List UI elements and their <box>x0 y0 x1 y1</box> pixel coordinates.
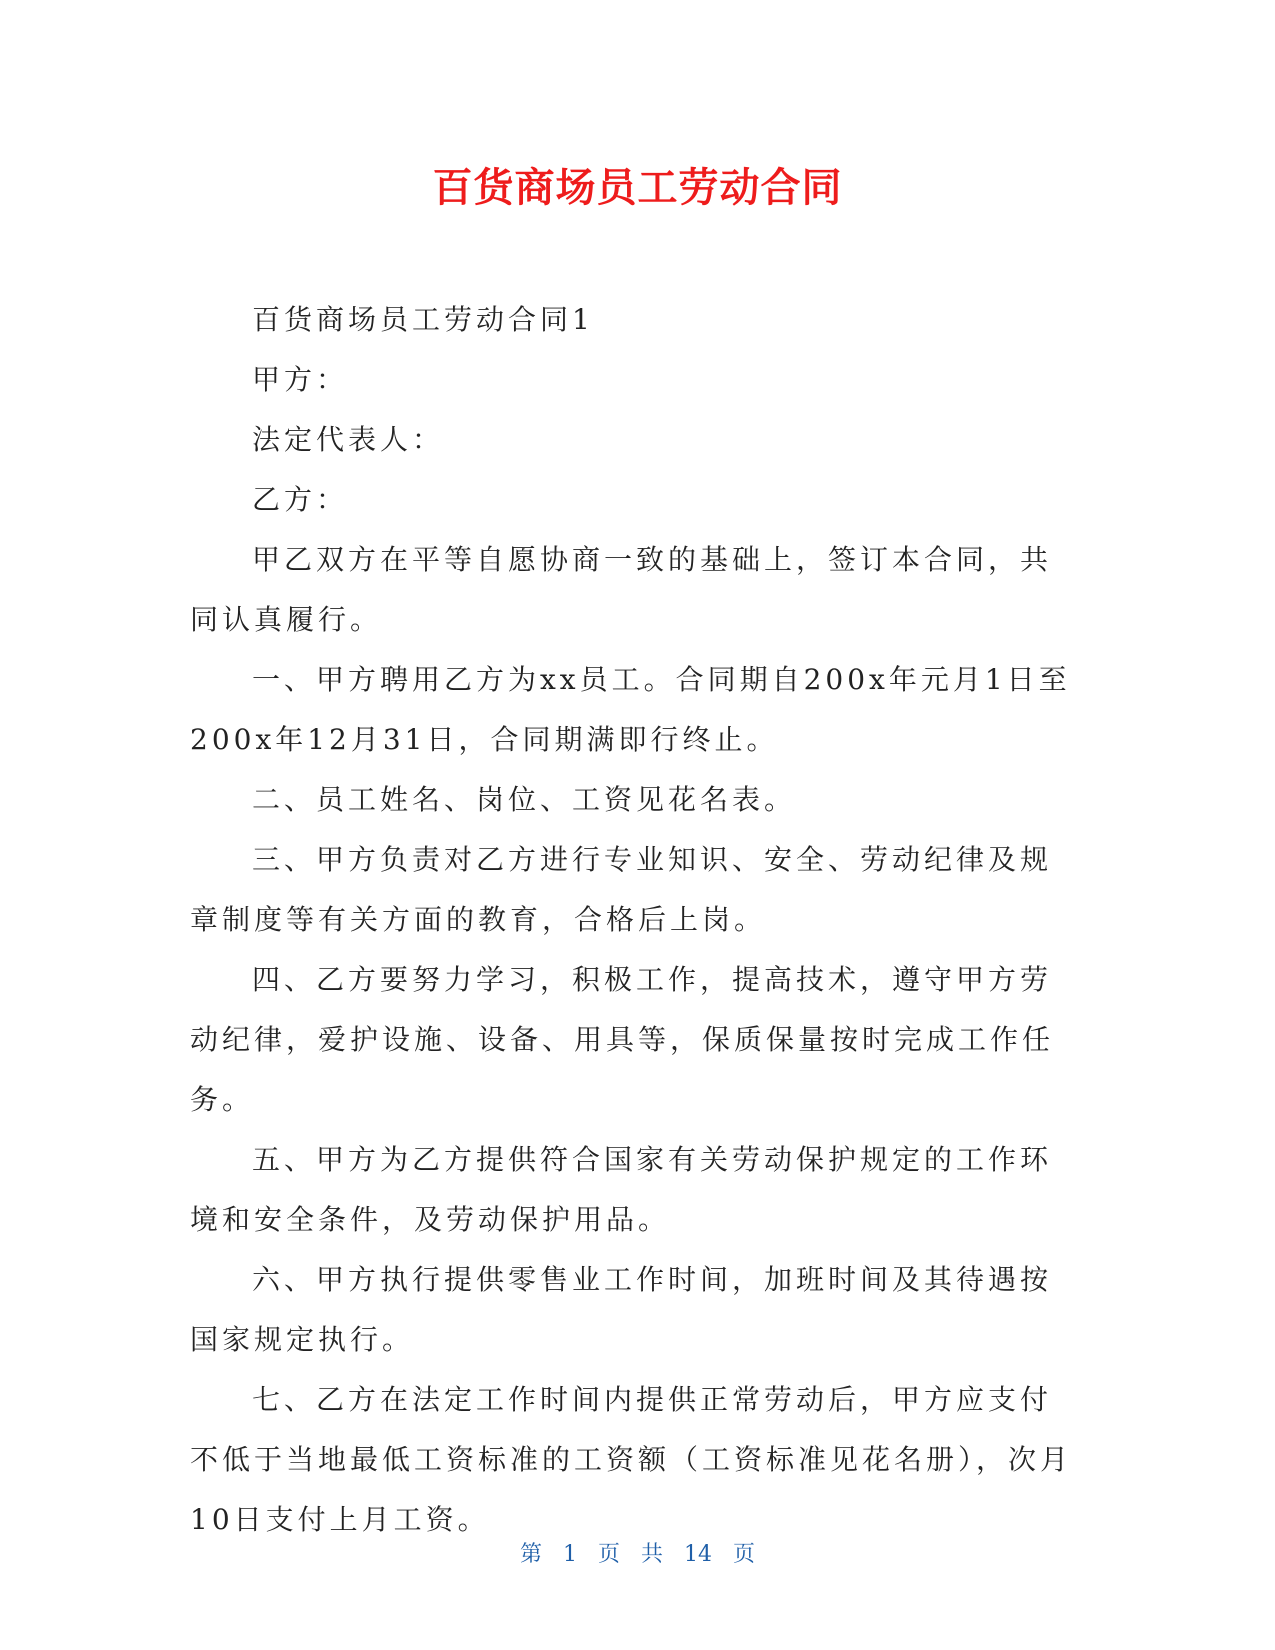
document-title: 百货商场员工劳动合同 <box>432 165 843 211</box>
document-body <box>190 290 1075 1550</box>
paragraph: 五、甲方为乙方提供符合国家有关劳动保护规定的工作环境和安全条件，及劳动保护用品。 <box>190 1143 1053 1236</box>
paragraph: 四、乙方要努力学习，积极工作，提高技术，遵守甲方劳动纪律，爱护设施、设备、用具等，保质保量按时完成工作任务。 <box>190 963 1055 1116</box>
footer-total-pages: 14 <box>684 1542 713 1567</box>
footer-prefix: 第 <box>519 1542 542 1567</box>
footer-current-page: 1 <box>562 1542 577 1567</box>
paragraph: 甲乙双方在平等自愿协商一致的基础上，签订本合同，共同认真履行。 <box>190 543 1053 636</box>
footer-page-word: 页 <box>597 1542 620 1567</box>
paragraph: 百货商场员工劳动合同1 <box>252 303 594 336</box>
paragraph: 甲方： <box>252 363 349 396</box>
paragraph: 七、乙方在法定工作时间内提供正常劳动后，甲方应支付不低于当地最低工资标准的工资额（工资标准见花名册），次月10日支付上月工资。 <box>190 1383 1073 1536</box>
page-footer <box>0 1540 1275 1570</box>
paragraph: 三、甲方负责对乙方进行专业知识、安全、劳动纪律及规章制度等有关方面的教育，合格后上岗。 <box>190 843 1053 936</box>
paragraph: 六、甲方执行提供零售业工作时间，加班时间及其待遇按国家规定执行。 <box>190 1263 1053 1356</box>
paragraph: 法定代表人： <box>252 423 445 456</box>
paragraph: 一、甲方聘用乙方为xx员工。合同期自200x年元月1日至200x年12月31日，合同期满即行终止。 <box>190 663 1071 756</box>
footer-suffix: 页 <box>733 1542 756 1567</box>
footer-total-prefix: 共 <box>641 1542 664 1567</box>
paragraph: 乙方： <box>252 483 349 516</box>
paragraph: 二、员工姓名、岗位、工资见花名表。 <box>252 783 797 816</box>
